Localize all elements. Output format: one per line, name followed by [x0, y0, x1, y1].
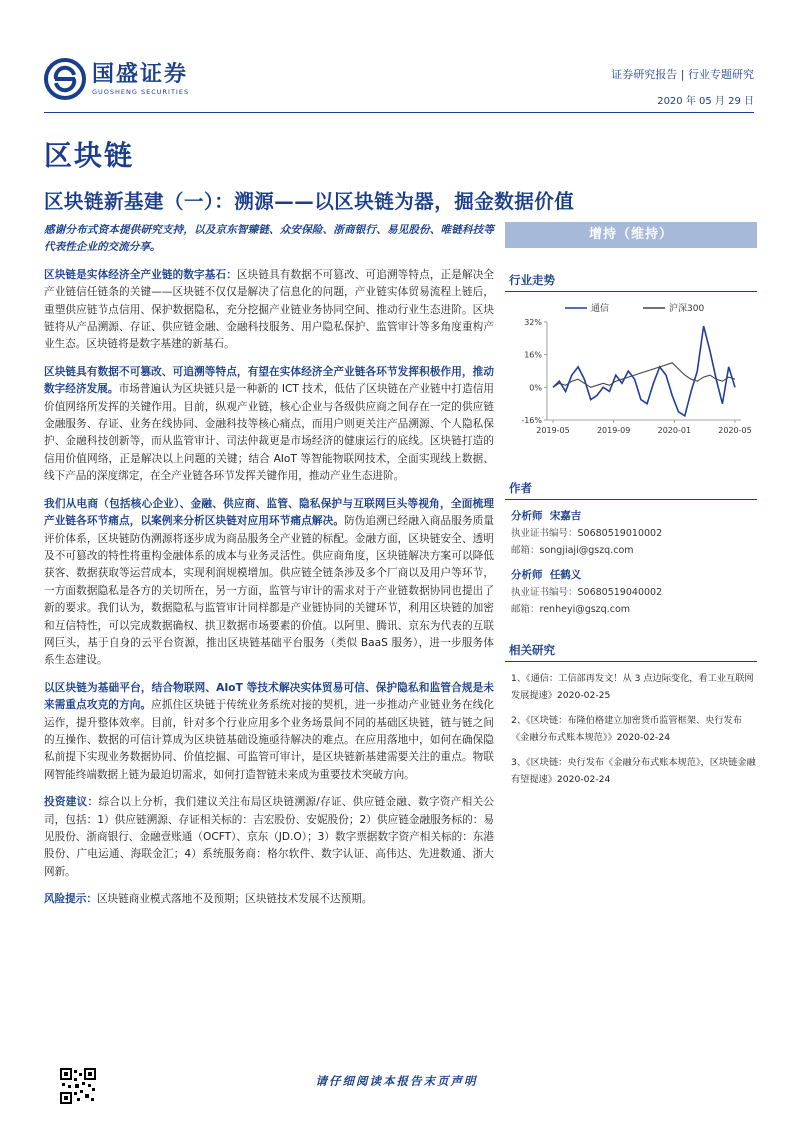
paragraph-4-lead: 以区块链为基础平台，结合物联网、AIoT 等技术解决实体贸易可信、保护隐私和监管合规是未来需重点攻克的方向。: [44, 681, 494, 712]
sector-title: 区块链: [44, 139, 135, 172]
author-2-name-line: [511, 567, 757, 584]
author-2-role: 分析师: [511, 569, 543, 581]
author-1-email-line: [511, 542, 757, 559]
report-type: 证券研究报告 | 行业专题研究: [611, 68, 754, 81]
trend-chart: [505, 298, 757, 448]
author-2-email-line: [511, 601, 757, 618]
y-tick-label: 0%: [529, 383, 542, 393]
paragraph-3-lead: 我们从电商（包括核心企业）、金融、供应商、监管、隐私保护与互联网巨头等视角，全面梳理产业链各环节痛点，以案例来分析区块链对应用环节痛点解决。: [44, 497, 494, 528]
author-1-cert-line: [511, 525, 757, 542]
page-header: [44, 58, 754, 107]
risk-warning-lead: 风险提示：: [44, 893, 97, 906]
authors-heading: 作者: [505, 478, 757, 500]
y-tick-label: 32%: [524, 318, 542, 327]
legend-label: 通信: [591, 304, 610, 314]
logo-english-name: GUOSHENG SECURITIES: [92, 88, 190, 96]
related-item-3[interactable]: 3、《区块链：央行发布《金融分布式账本规范》，区块链金融有望提速》2020-02-24: [511, 757, 756, 785]
report-date: 2020 年 05 月 29 日: [657, 96, 754, 107]
rating-badge: 增持（维持）: [505, 222, 757, 248]
author-1-email[interactable]: songjiaji@gszq.com: [539, 545, 634, 556]
author-2-email-label: 邮箱：: [511, 604, 540, 615]
investment-advice-text: 综合以上分析，我们建议关注布局区块链溯源/存证、供应链金融、数字资产相关公司，包括：1）供应链溯源、存证相关标的：吉宏股份、安妮股份；2）供应链金融服务标的：易见股份、浙商银行、金融壹账通（OCFT）、京东（JD.O）；3）数字票据数字资产相关标的：东港股份、广电运通、海联金汇；4）系统服务商：格尔软件、数字认证、高伟达、先进数通、浙大网新。: [44, 796, 494, 878]
paragraph-4-text: 应抓住区块链于传统业务系统对接的契机，进一步推动产业链业务在线化运作，提升整体效率。目前，针对多个行业应用多个业务场景间不同的基础区块链，链与链之间的互操作、数据的可信计算成为区块链基础设施亟待解决的难点。在应用落地中，如何在确保隐私前提下实现业务数据协同、价值挖掘、可监管可审计，是区块链新基建需要关注的重点。物联网智能终端数据上链为最迫切需求，如何打造智链未来成为重要技术突破方向。: [44, 699, 494, 781]
paragraph-3: [44, 496, 494, 670]
x-tick-label: 2020-05: [718, 426, 752, 435]
author-2-cert: S0680519040002: [577, 587, 663, 598]
author-1-email-label: 邮箱：: [511, 545, 540, 556]
trend-heading: 行业走势: [505, 270, 757, 292]
related-research-list: [505, 670, 757, 788]
author-2-cert-label: 执业证书编号：: [511, 587, 578, 598]
author-2: [505, 567, 757, 618]
related-item-1[interactable]: 1、《通信：工信部再发文！从 3 点边际变化，看工业互联网发展提速》2020-02-25: [511, 673, 754, 701]
investment-advice-lead: 投资建议：: [44, 796, 99, 809]
logo-chinese-name: 国盛证券: [92, 62, 189, 87]
paragraph-2: [44, 364, 494, 486]
acknowledgement: 感谢分布式资本提供研究支持，以及京东智臻链、众安保险、浙商银行、易见股份、唯链科技等代表性企业的交流分享。: [44, 224, 494, 254]
header-divider: [44, 112, 754, 113]
paragraph-2-text: 市场普遍认为区块链只是一种新的 ICT 技术，低估了区块链在产业链中打造信用价值网络所发挥的关键作用。目前，纵观产业链，核心企业与各级供应商之间存在一定的供应链金融服务、存证、业务在线协同、金融科技等核心痛点，而用户则更关注产品溯源、个人隐私保护、金融科技创新等，而从监管审计、司法仲裁更是市场经济的健康运行的底线。区块链打造的信用价值网络，正是解决以上问题的关键；结合 AIoT 等智能物联网技术，全面实现线上数据、线下产品的深度绑定，在全产业链各环节发挥关键作用，推动产业生态进阶。: [44, 383, 494, 483]
risk-warning: [44, 891, 494, 908]
guosheng-logo-icon: [44, 58, 86, 100]
author-2-email[interactable]: renheyi@gszq.com: [539, 604, 631, 615]
author-1-cert-label: 执业证书编号：: [511, 528, 578, 539]
risk-warning-text: 区块链商业模式落地不及预期；区块链技术发展不达预期。: [96, 893, 373, 906]
author-2-name: 任鹤义: [549, 569, 582, 581]
author-1: [505, 508, 757, 559]
paragraph-2-lead: 区块链具有数据不可篡改、可追溯等特点，有望在实体经济全产业链各环节发挥积极作用，推动数字经济发展。: [44, 365, 494, 396]
company-logo: [44, 58, 189, 100]
investment-advice: [44, 794, 494, 881]
author-1-name-line: [511, 508, 757, 525]
y-tick-label: -16%: [521, 416, 542, 425]
x-tick-label: 2019-05: [536, 426, 570, 435]
sidebar: [505, 222, 757, 796]
paragraph-4: [44, 680, 494, 784]
paragraph-1: [44, 267, 494, 354]
trend-chart-svg: [505, 298, 757, 448]
author-2-cert-line: [511, 584, 757, 601]
author-1-role: 分析师: [511, 510, 543, 522]
legend-label: 沪深300: [669, 304, 705, 314]
author-1-cert: S0680519010002: [577, 528, 663, 539]
disclaimer-note: 请仔细阅读本报告末页声明: [315, 1074, 478, 1088]
x-tick-label: 2019-09: [596, 426, 631, 435]
series-line-hs300: [553, 363, 735, 388]
series-line-tongxin: [553, 326, 735, 416]
paragraph-1-lead: 区块链是实体经济全产业链的数字基石：: [44, 268, 237, 281]
author-1-name: 宋嘉吉: [549, 510, 582, 522]
y-tick-label: 16%: [524, 350, 542, 360]
paragraph-3-text: 防伪追溯已经融入商品服务质量评价体系，区块链防伪溯源将逐步成为商品服务全产业链的标配。金融方面，区块链安全、透明及不可篡改的特性将重构金融体系的成本与业务灵活性。供应商角度，区块链解决方案可以降低获客、数据获取等运营成本，实现利润规模增加。供应链全链条涉及多个厂商以及用户等环节，一方面数据隐私是各方的关切所在，另一方面，监管与审计的需求对于产业链数据协同也提出了新的要求。我们认为，数据隐私与监管审计同样都是产业链协同的关键环节，利用区块链的加密和互信特性，可以完成数据确权、拱卫数据市场要素的价值。以阿里、腾讯、京东为代表的互联网巨头，基于自身的云平台资源，推出区块链基础平台服务（类似 BaaS 服务），进一步服务体系生态建设。: [44, 515, 495, 667]
report-title: 区块链新基建（一）：溯源——以区块链为器，掘金数据价值: [44, 190, 575, 213]
main-content: [44, 222, 494, 919]
related-heading: 相关研究: [505, 640, 757, 662]
paragraph-1-text: 区块链具有数据不可篡改、可追溯等特点，正是解决全产业链信任链条的关键——区块链不仅仅是解决了信息化的问题，产业链实体贸易流程上链后，重塑供应链节点信用、保护数据隐私，充分挖掘产业链业务协同空间、推动行业生态进阶。区块链将从产品溯源、存证、供应链金融、金融科技服务、用户隐私保护、监管审计等多角度重构产业生态。区块链将是数字基建的新基石。: [44, 268, 495, 351]
x-tick-label: 2020-01: [657, 426, 692, 435]
related-item-2[interactable]: 2、《区块链：布隆伯格建立加密货币监管框架、央行发布《金融分布式账本规范》》2020-02-24: [511, 715, 742, 743]
